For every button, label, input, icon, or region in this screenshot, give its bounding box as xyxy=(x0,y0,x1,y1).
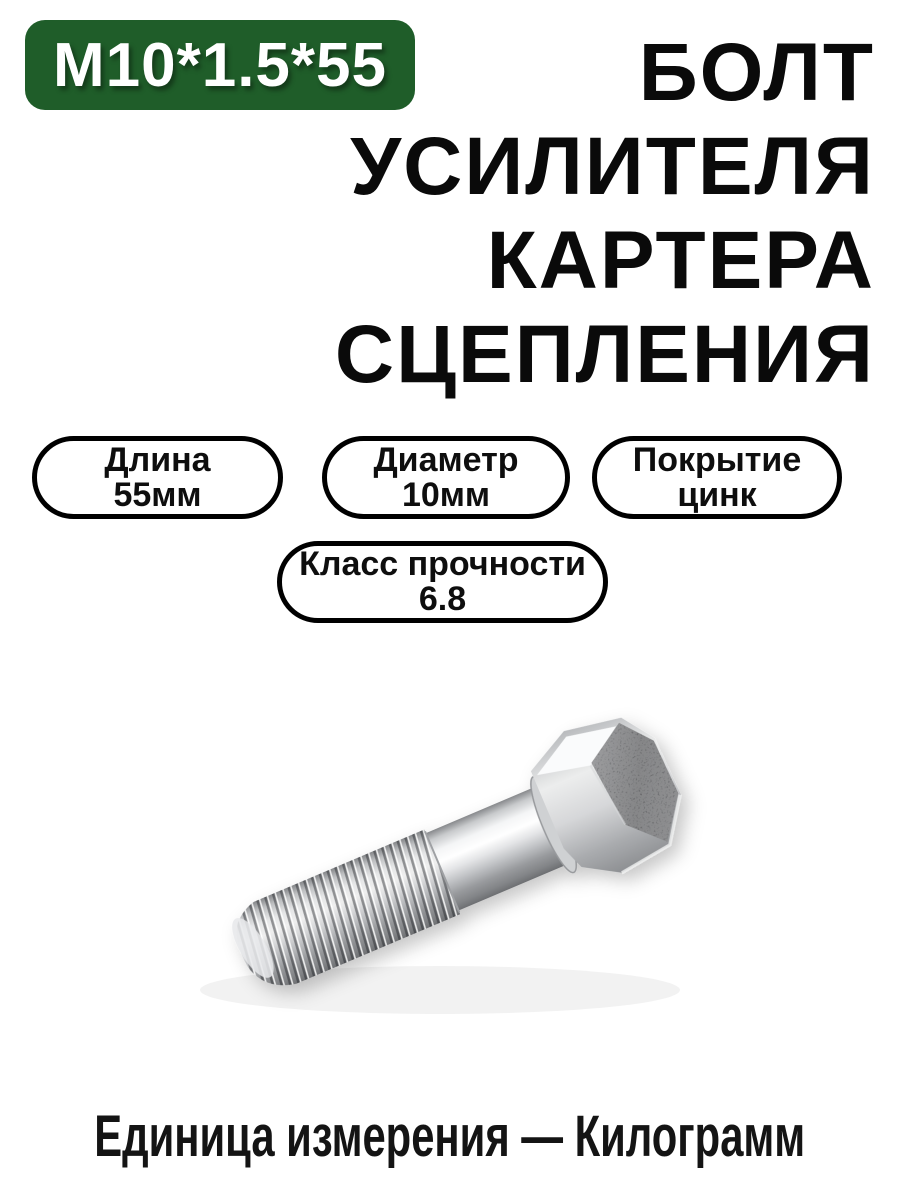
spec-value: 6.8 xyxy=(418,580,467,618)
spec-value: цинк xyxy=(677,475,757,514)
spec-name: Диаметр xyxy=(373,440,519,479)
spec-pill-length xyxy=(32,436,283,519)
title-line-4: СЦЕПЛЕНИЯ xyxy=(334,309,875,400)
spec-pill-diameter xyxy=(322,436,570,519)
title-line-3: КАРТЕРА xyxy=(486,215,875,306)
product-title xyxy=(335,26,875,402)
spec-name: Длина xyxy=(104,440,211,479)
unit-of-measure-note xyxy=(0,1103,900,1170)
hex-bolt-photo xyxy=(140,650,720,1050)
title-line-1: БОЛТ xyxy=(638,27,875,118)
unit-of-measure-text: Единица измерения — Килограмм xyxy=(94,1104,806,1169)
title-line-2: УСИЛИТЕЛЯ xyxy=(350,121,875,212)
spec-name: Покрытие xyxy=(632,440,802,479)
spec-value: 10мм xyxy=(401,475,491,514)
spec-value: 55мм xyxy=(113,475,202,514)
size-badge: М10*1.5*55 xyxy=(25,20,415,110)
spec-name: Класс прочности xyxy=(299,545,586,583)
spec-pill-strength-class xyxy=(277,541,608,623)
spec-pill-coating xyxy=(592,436,842,519)
